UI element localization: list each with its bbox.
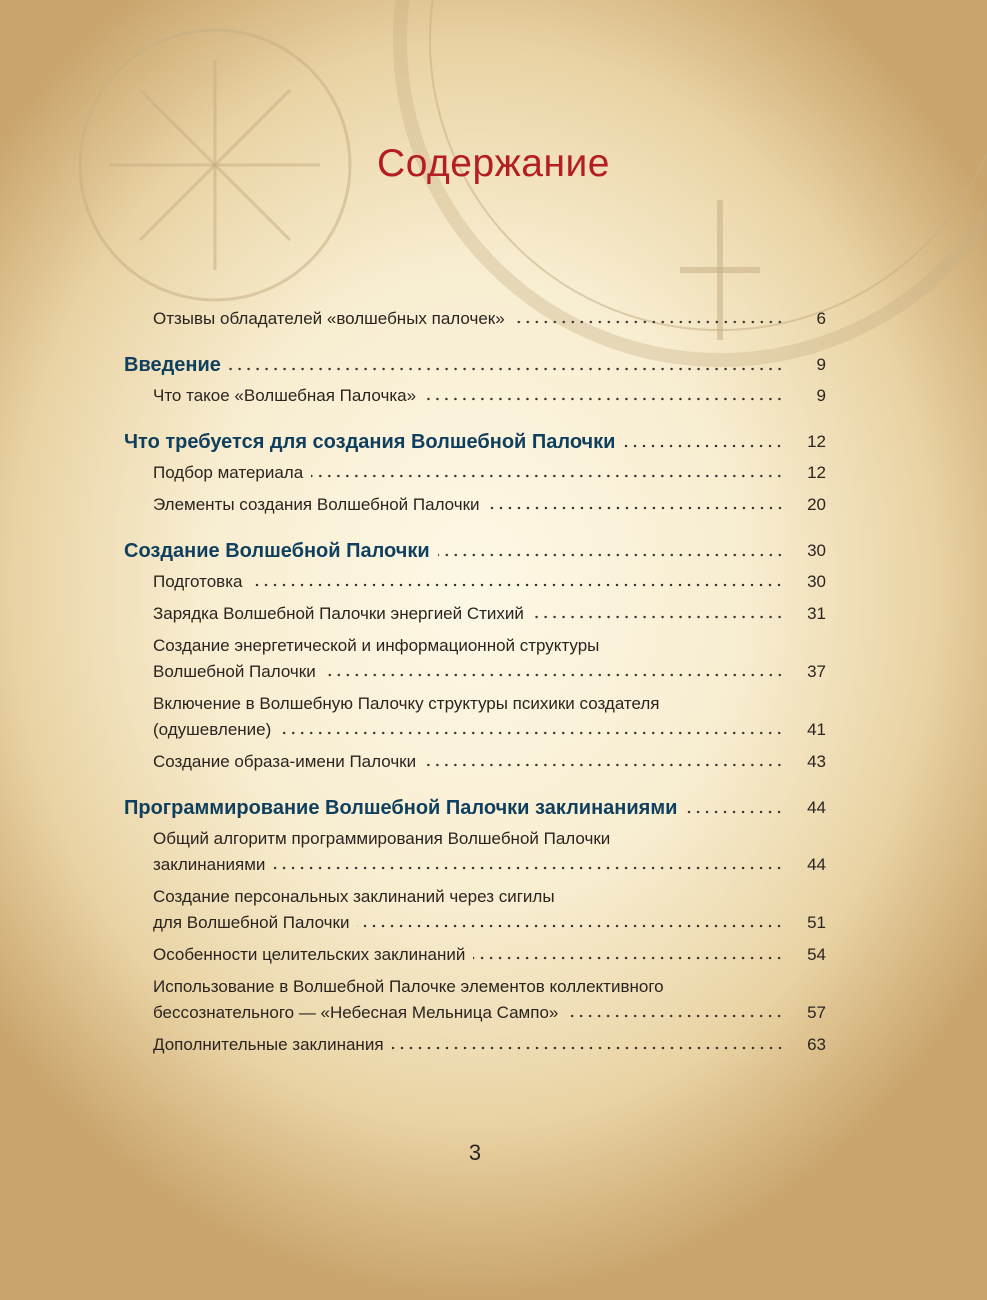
entry-page-number: 57 [807,1003,826,1022]
toc-section-entry[interactable] [124,942,826,968]
toc-section-entry[interactable] [124,569,826,595]
dot-leader [279,730,784,736]
dot-leader [311,473,784,479]
dot-leader [566,1013,784,1019]
entry-title: (одушевление) [153,720,272,739]
dot-leader [229,366,784,372]
toc-section-entry[interactable] [124,749,826,775]
entry-title: Введение [124,354,221,376]
toc-chapter-entry[interactable] [124,794,826,822]
entry-title: Подготовка [153,572,243,591]
toc-chapter-entry[interactable] [124,537,826,565]
dot-leader [488,505,784,511]
dot-leader [250,582,784,588]
entry-page-number: 20 [807,495,826,514]
entry-title: Волшебной Палочки [153,662,316,681]
entry-title: Создание персональных заклинаний через сигилы [153,887,555,906]
entry-page-number: 12 [807,432,826,451]
entry-page-number: 12 [807,463,826,482]
dot-leader [685,809,784,815]
entry-title: Создание энергетической и информационной структуры [153,636,600,655]
entry-title: Включение в Волшебную Палочку структуры психики создателя [153,694,660,713]
toc-section-entry[interactable] [124,826,826,878]
entry-page-number: 9 [816,386,826,405]
dot-leader [438,552,784,558]
entry-page-number: 43 [807,752,826,771]
entry-title: Использование в Волшебной Палочке элементов коллективного [153,977,664,996]
dot-leader [513,319,784,325]
entry-page-number: 31 [807,604,826,623]
entry-title: Создание образа-имени Палочки [153,752,417,771]
dot-leader [623,443,784,449]
entry-title: заклинаниями [153,855,266,874]
entry-title: Элементы создания Волшебной Палочки [153,495,480,514]
dot-leader [392,1045,784,1051]
dot-leader [473,955,784,961]
toc-section-entry[interactable] [124,691,826,743]
dot-leader [324,672,784,678]
toc-chapter-entry[interactable] [124,428,826,456]
entry-title: Особенности целительских заклинаний [153,945,466,964]
entry-title: Зарядка Волшебной Палочки энергией Стихий [153,604,524,623]
entry-title: Создание Волшебной Палочки [124,540,430,562]
entry-title: Программирование Волшебной Палочки заклинаниями [124,797,678,819]
entry-page-number: 30 [807,541,826,560]
entry-title: для Волшебной Палочки [153,913,350,932]
entry-title: Что такое «Волшебная Палочка» [153,386,417,405]
page-number: 3 [468,1140,482,1165]
entry-page-number: 54 [807,945,826,964]
entry-page-number: 44 [807,798,826,817]
entry-title: Общий алгоритм программирования Волшебной Палочки [153,829,611,848]
entry-page-number: 30 [807,572,826,591]
entry-title: Отзывы обладателей «волшебных палочек» [153,309,505,328]
page-title: Содержание [377,142,610,185]
dot-leader [273,865,784,871]
toc-section-entry[interactable] [124,306,826,332]
dot-leader [424,762,784,768]
dot-leader [532,614,784,620]
entry-page-number: 51 [807,913,826,932]
entry-page-number: 6 [816,309,826,328]
toc-section-entry[interactable] [124,884,826,936]
entry-page-number: 44 [807,855,826,874]
toc-section-entry[interactable] [124,974,826,1026]
entry-title: Дополнительные заклинания [153,1035,384,1054]
toc-section-entry[interactable] [124,383,826,409]
toc-section-entry[interactable] [124,633,826,685]
entry-page-number: 9 [816,355,826,374]
entry-title: Подбор материала [153,463,304,482]
toc-section-entry[interactable] [124,1032,826,1058]
entry-page-number: 37 [807,662,826,681]
entry-page-number: 41 [807,720,826,739]
entry-title: Что требуется для создания Волшебной Палочки [124,431,616,453]
entry-title: бессознательного — «Небесная Мельница Сампо» [153,1003,559,1022]
entry-page-number: 63 [807,1035,826,1054]
dot-leader [357,923,784,929]
table-of-contents [124,306,826,1064]
toc-section-entry[interactable] [124,460,826,486]
toc-chapter-entry[interactable] [124,351,826,379]
toc-section-entry[interactable] [124,492,826,518]
dot-leader [424,396,784,402]
toc-section-entry[interactable] [124,601,826,627]
